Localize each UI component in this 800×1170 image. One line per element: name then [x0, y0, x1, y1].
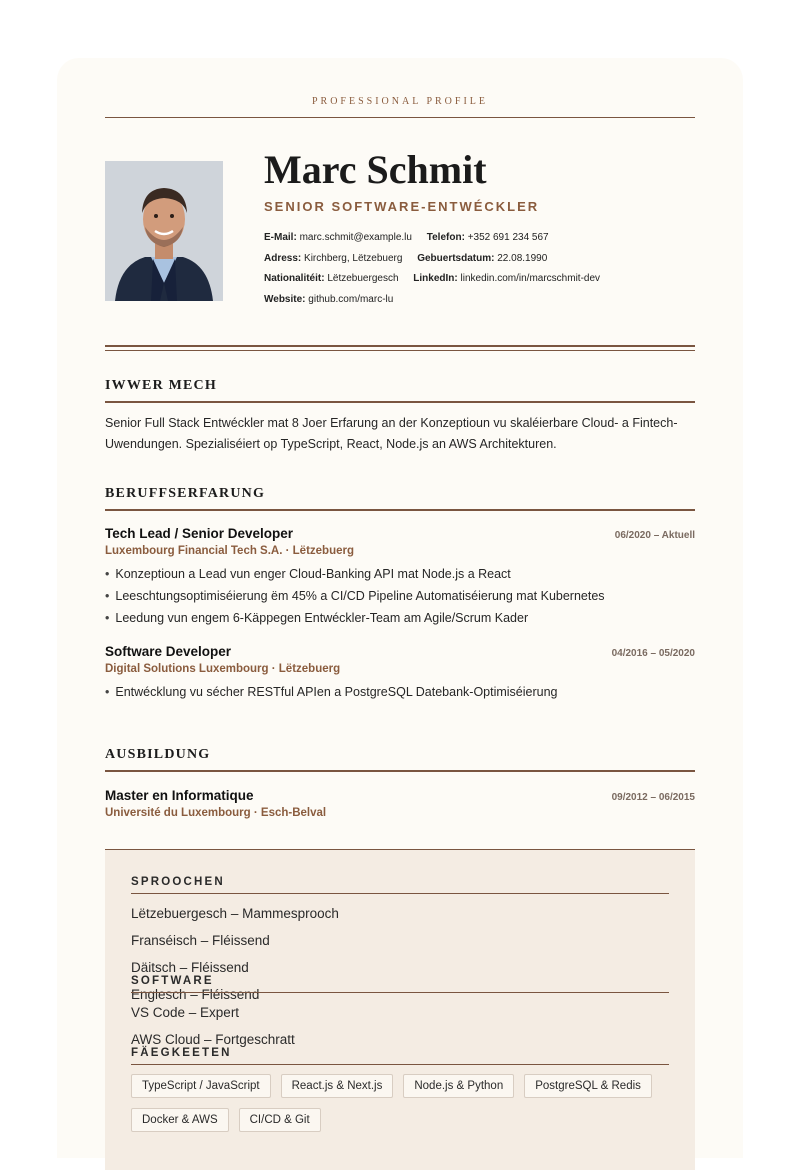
phone-value: +352 691 234 567: [467, 232, 549, 243]
nationality-value: Lëtzebuergesch: [327, 273, 399, 284]
skill-tag: CI/CD & Git: [239, 1108, 321, 1132]
job-title: Software Developer: [105, 644, 232, 659]
email-value: marc.schmit@example.lu: [299, 232, 412, 243]
skills-panel: [105, 849, 695, 1170]
education-date: 09/2012 – 06/2015: [611, 792, 695, 803]
contact-nationality: [264, 273, 399, 284]
birthdate-value: 22.08.1990: [497, 252, 548, 264]
job-bullet: • Leeschtungsoptimiséierung ëm 45% a CI/CD Pipeline Automatiséierung mat Kubernetes: [105, 585, 695, 607]
software-item: VS Code – Expert: [131, 1005, 240, 1020]
address-label: Adress:: [264, 252, 302, 264]
contact-phone[interactable]: [427, 232, 549, 243]
skills-title: FÄEGKEETEN: [131, 1047, 669, 1065]
job-entry: [105, 526, 695, 629]
contact-birthdate: [417, 253, 547, 264]
contact-email[interactable]: [264, 232, 412, 243]
job-bullet: • Leedung vun engem 6-Käppegen Entwéckler-Team am Agile/Scrum Kader: [105, 607, 695, 629]
language-item: Lëtzebuergesch – Mammesprooch: [131, 906, 339, 921]
email-label: E-Mail:: [264, 232, 297, 243]
job-bullets: [105, 563, 695, 629]
identity-block: [264, 146, 694, 310]
address-value: Kirchberg, Lëtzebuerg: [304, 252, 403, 264]
software-section: [131, 975, 669, 1053]
profile-photo: [105, 161, 223, 301]
linkedin-label: LinkedIn:: [413, 273, 458, 284]
job-bullets: [105, 681, 695, 703]
software-title: SOFTWARE: [131, 975, 669, 993]
header-double-divider: [105, 345, 695, 351]
job-date: 06/2020 – Aktuell: [614, 530, 695, 541]
software-item: AWS Cloud – Fortgeschratt: [131, 1032, 295, 1047]
job-bullet: • Entwécklung vu sécher RESTful APIen a PostgreSQL Datebank-Optimiséierung: [105, 681, 695, 703]
experience-title: BERUFFSERFARUNG: [105, 486, 695, 511]
profile-eyebrow: PROFESSIONAL PROFILE: [311, 96, 489, 107]
about-section: [105, 378, 695, 455]
job-entry: [105, 644, 695, 703]
skill-tag: Docker & AWS: [131, 1108, 229, 1132]
person-role: SENIOR SOFTWARE-ENTWÉCKLER: [264, 199, 540, 214]
job-company: Luxembourg Financial Tech S.A. · Lëtzebuerg: [105, 545, 354, 557]
top-divider: [105, 117, 695, 118]
contact-details: [264, 228, 694, 310]
resume-page: [57, 58, 743, 1158]
education-school: Université du Luxembourg · Esch-Belval: [105, 807, 327, 819]
language-item: Däitsch – Fléissend: [131, 960, 249, 975]
birthdate-label: Gebuertsdatum:: [417, 252, 495, 264]
education-section: [105, 747, 695, 819]
education-entry: [105, 788, 695, 819]
about-title: IWWER MECH: [105, 378, 695, 403]
job-title: Tech Lead / Senior Developer: [105, 526, 294, 541]
website-value: github.com/marc-lu: [308, 293, 394, 305]
skill-tag: React.js & Next.js: [281, 1074, 394, 1098]
experience-section: [105, 486, 695, 703]
nationality-label: Nationalitéit:: [264, 273, 325, 284]
phone-label: Telefon:: [426, 232, 465, 243]
website-label: Website:: [264, 293, 306, 305]
contact-website[interactable]: [264, 294, 393, 305]
person-name: Marc Schmit: [264, 147, 487, 192]
job-company: Digital Solutions Luxembourg · Lëtzebuerg: [105, 663, 341, 675]
degree-title: Master en Informatique: [105, 788, 254, 803]
skill-tag: Node.js & Python: [403, 1074, 514, 1098]
skill-tag: TypeScript / JavaScript: [131, 1074, 271, 1098]
portrait-image: [105, 161, 223, 301]
skills-section: [131, 1047, 669, 1132]
job-date: 04/2016 – 05/2020: [611, 648, 695, 659]
language-item: Englesch – Fléissend: [131, 987, 260, 1002]
skill-tag: PostgreSQL & Redis: [524, 1074, 652, 1098]
software-list: [131, 999, 669, 1053]
about-text: Senior Full Stack Entwéckler mat 8 Joer Erfarung an der Konzeptioun vu skaléierbare Cloud- a Fintech-Uwendungen. Spezialiséiert op TypeScript, React, Node.js an AWS Architekturen.: [105, 416, 678, 451]
job-bullet: • Konzeptioun a Lead vun enger Cloud-Banking API mat Node.js a React: [105, 563, 695, 585]
contact-linkedin[interactable]: [413, 273, 600, 284]
languages-title: SPROOCHEN: [131, 876, 669, 894]
contact-address: [264, 253, 402, 264]
education-title: AUSBILDUNG: [105, 747, 695, 772]
skills-tags: [131, 1074, 669, 1132]
language-item: Franséisch – Fléissend: [131, 933, 270, 948]
linkedin-value: linkedin.com/in/marcschmit-dev: [460, 273, 601, 284]
